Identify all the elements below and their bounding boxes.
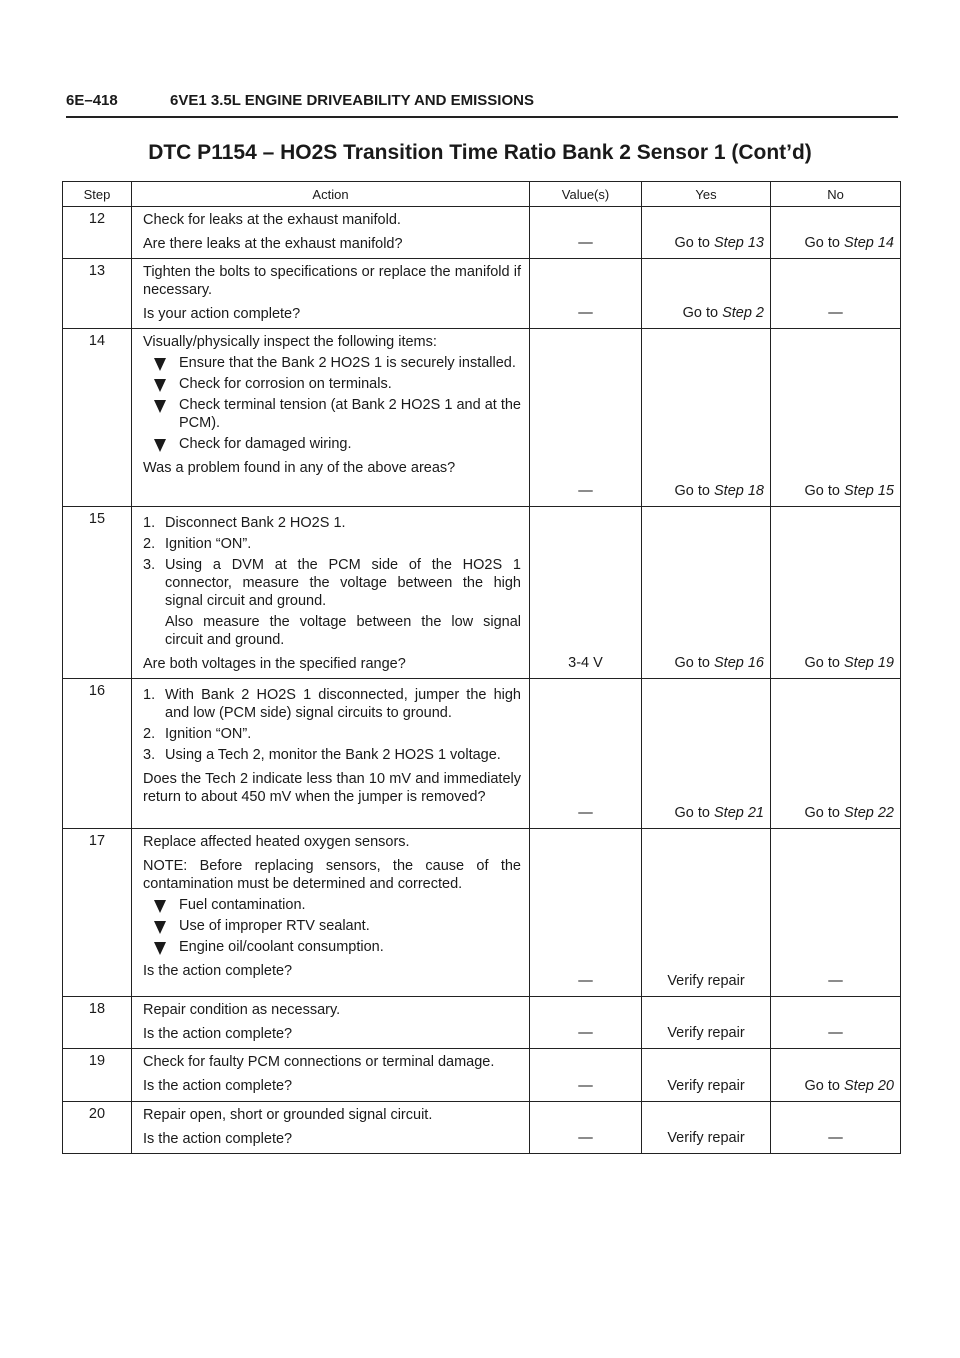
table-row [63, 507, 901, 679]
item-text: Ignition “ON”. [165, 536, 252, 552]
table-row [63, 329, 901, 507]
item-text: Using a DVM at the PCM side of the HO2S 1 connector, measure the voltage between the high signal circuit and ground. [165, 557, 521, 609]
bullet-item [154, 396, 521, 432]
section-title: 6VE1 3.5L ENGINE DRIVEABILITY AND EMISSIONS [170, 92, 534, 109]
value-cell: — [530, 207, 642, 259]
value-cell: — [530, 829, 642, 997]
yes-cell [642, 207, 771, 259]
step-number: 17 [63, 829, 132, 997]
step-number: 13 [63, 259, 132, 329]
table-row [63, 829, 901, 997]
yes-action-text: Go to [674, 805, 714, 821]
value-cell: 3-4 V [530, 507, 642, 679]
yes-step-reference: Step 13 [714, 235, 764, 251]
action-question: NOTE: Before replacing sensors, the cause of the contamination must be determined and corrected. [143, 858, 521, 892]
bullet-text: Check for corrosion on terminals. [179, 376, 392, 392]
no-cell [771, 1049, 901, 1102]
no-cell [771, 329, 901, 507]
yes-cell [642, 329, 771, 507]
item-text: Disconnect Bank 2 HO2S 1. [165, 515, 346, 531]
item-text: Ignition “ON”. [165, 726, 252, 742]
table-row [63, 679, 901, 829]
yes-action-text: Verify repair [667, 1130, 745, 1146]
yes-action-text: Go to [682, 305, 723, 321]
bullet-item [154, 896, 521, 914]
bullet-text: Check terminal tension (at Bank 2 HO2S 1 and at the PCM). [179, 397, 521, 431]
step-number: 19 [63, 1049, 132, 1102]
numbered-item [143, 686, 521, 722]
action-question: Is the action complete? [143, 1078, 293, 1094]
yes-action-text: Verify repair [667, 1078, 745, 1094]
yes-cell [642, 1102, 771, 1154]
diagnostic-table [62, 181, 901, 1154]
bullet-text: Ensure that the Bank 2 HO2S 1 is securely installed. [179, 355, 516, 371]
column-header-values: Value(s) [530, 182, 642, 207]
no-step-reference: Step 14 [844, 235, 894, 251]
no-action-text: Go to [804, 805, 844, 821]
yes-action-text: Verify repair [667, 973, 745, 989]
step-number: 18 [63, 997, 132, 1049]
yes-step-reference: Step 18 [714, 483, 764, 499]
action-cell [132, 1049, 530, 1102]
action-cell [132, 207, 530, 259]
yes-cell [642, 829, 771, 997]
value-cell: — [530, 329, 642, 507]
page-number: 6E–418 [66, 92, 118, 109]
bullet-item [154, 375, 521, 393]
no-action-text: — [828, 305, 843, 321]
no-action-text: Go to [804, 1078, 844, 1094]
no-cell [771, 259, 901, 329]
triangle-bullet-icon [154, 900, 166, 913]
action-question: Are both voltages in the specified range? [143, 656, 406, 672]
triangle-bullet-icon [154, 379, 166, 392]
numbered-item [143, 725, 521, 743]
no-action-text: Go to [804, 235, 844, 251]
triangle-bullet-icon [154, 358, 166, 371]
no-cell [771, 997, 901, 1049]
bullet-text: Engine oil/coolant consumption. [179, 939, 384, 955]
table-row [63, 997, 901, 1049]
step-number: 14 [63, 329, 132, 507]
no-step-reference: Step 19 [844, 655, 894, 671]
item-continuation: Also measure the voltage between the low signal circuit and ground. [165, 614, 521, 648]
table-row [63, 1102, 901, 1154]
action-question: Does the Tech 2 indicate less than 10 mV and immediately return to about 450 mV when the jumper is removed? [143, 771, 521, 805]
table-header-row [63, 182, 901, 207]
yes-step-reference: Step 21 [714, 805, 764, 821]
item-number: 3. [143, 557, 156, 573]
bullet-item [154, 354, 521, 372]
triangle-bullet-icon [154, 942, 166, 955]
yes-cell [642, 1049, 771, 1102]
value-cell: — [530, 1049, 642, 1102]
action-question: Is the action complete? [143, 963, 293, 979]
yes-cell [642, 997, 771, 1049]
no-step-reference: Step 22 [844, 805, 894, 821]
value-cell: — [530, 259, 642, 329]
yes-cell [642, 259, 771, 329]
no-cell [771, 829, 901, 997]
item-number: 1. [143, 687, 156, 703]
action-text: Visually/physically inspect the following items: [143, 334, 437, 350]
action-cell [132, 829, 530, 997]
item-text: Using a Tech 2, monitor the Bank 2 HO2S 1 voltage. [165, 747, 501, 763]
item-number: 2. [143, 536, 156, 552]
page-title: DTC P1154 – HO2S Transition Time Ratio Bank 2 Sensor 1 (Cont’d) [148, 141, 812, 164]
no-action-text: — [828, 973, 843, 989]
value-cell: — [530, 997, 642, 1049]
step-number: 12 [63, 207, 132, 259]
yes-action-text: Verify repair [667, 1025, 745, 1041]
triangle-bullet-icon [154, 439, 166, 452]
column-header-no: No [771, 182, 901, 207]
yes-action-text: Go to [674, 235, 714, 251]
action-question: Is your action complete? [143, 306, 301, 322]
item-number: 2. [143, 726, 156, 742]
action-text: Tighten the bolts to specifications or replace the manifold if necessary. [143, 264, 521, 298]
numbered-item [143, 556, 521, 610]
numbered-item [143, 535, 521, 553]
action-text: Check for leaks at the exhaust manifold. [143, 212, 401, 228]
bullet-text: Fuel contamination. [179, 897, 306, 913]
numbered-item [143, 514, 521, 532]
step-number: 16 [63, 679, 132, 829]
bullet-text: Use of improper RTV sealant. [179, 918, 370, 934]
bullet-item [154, 917, 521, 935]
no-cell [771, 507, 901, 679]
page-header [66, 92, 898, 118]
numbered-item [143, 746, 521, 764]
action-cell [132, 259, 530, 329]
no-action-text: — [828, 1130, 843, 1146]
bullet-text: Check for damaged wiring. [179, 436, 352, 452]
action-cell [132, 679, 530, 829]
table-row [63, 207, 901, 259]
yes-action-text: Go to [674, 655, 714, 671]
yes-step-reference: Step 16 [714, 655, 764, 671]
action-text: Repair open, short or grounded signal circuit. [143, 1107, 433, 1123]
table-body [63, 207, 901, 1154]
no-step-reference: Step 15 [844, 483, 894, 499]
action-text: Repair condition as necessary. [143, 1002, 341, 1018]
action-text: Replace affected heated oxygen sensors. [143, 834, 410, 850]
action-cell [132, 329, 530, 507]
yes-step-reference: Step 2 [722, 305, 764, 321]
no-cell [771, 1102, 901, 1154]
column-header-step: Step [63, 182, 132, 207]
triangle-bullet-icon [154, 921, 166, 934]
no-cell [771, 679, 901, 829]
column-header-yes: Yes [642, 182, 771, 207]
action-question: Are there leaks at the exhaust manifold? [143, 236, 403, 252]
bullet-item [154, 435, 521, 453]
no-action-text: Go to [804, 655, 844, 671]
triangle-bullet-icon [154, 400, 166, 413]
no-action-text: Go to [804, 483, 844, 499]
no-action-text: — [828, 1025, 843, 1041]
action-text: Check for faulty PCM connections or terminal damage. [143, 1054, 495, 1070]
action-question: Was a problem found in any of the above areas? [143, 460, 456, 476]
step-number: 20 [63, 1102, 132, 1154]
action-cell [132, 507, 530, 679]
bullet-item [154, 938, 521, 956]
item-number: 3. [143, 747, 156, 763]
no-cell [771, 207, 901, 259]
step-number: 15 [63, 507, 132, 679]
column-header-action: Action [132, 182, 530, 207]
item-number: 1. [143, 515, 156, 531]
action-cell [132, 997, 530, 1049]
yes-action-text: Go to [674, 483, 714, 499]
table-row [63, 259, 901, 329]
table-row [63, 1049, 901, 1102]
action-cell [132, 1102, 530, 1154]
value-cell: — [530, 679, 642, 829]
value-cell: — [530, 1102, 642, 1154]
item-text: With Bank 2 HO2S 1 disconnected, jumper the high and low (PCM side) signal circuits to ground. [165, 687, 521, 721]
yes-cell [642, 507, 771, 679]
yes-cell [642, 679, 771, 829]
action-question: Is the action complete? [143, 1026, 293, 1042]
action-question: Is the action complete? [143, 1131, 293, 1147]
no-step-reference: Step 20 [844, 1078, 894, 1094]
